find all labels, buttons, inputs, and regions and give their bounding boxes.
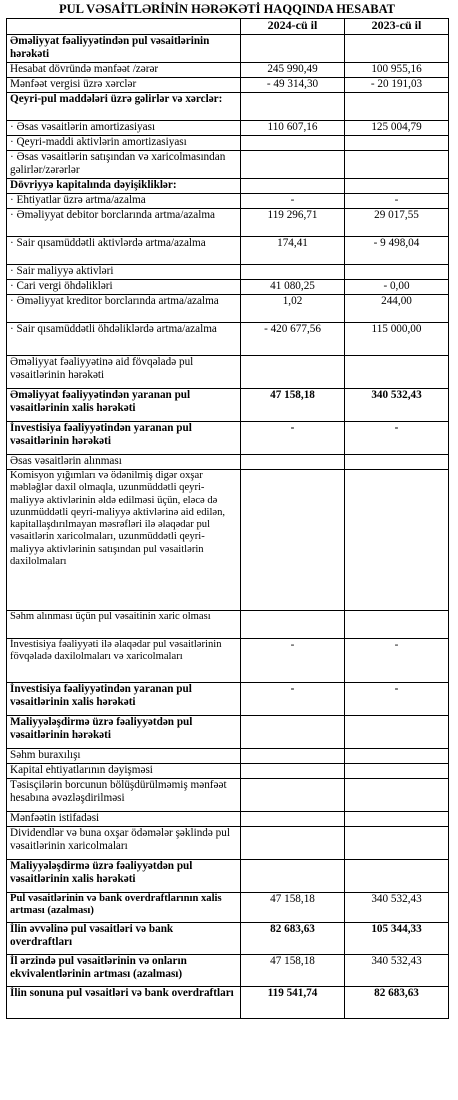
table-row xyxy=(7,955,449,987)
table-row xyxy=(7,93,449,121)
value-2024 xyxy=(241,779,345,812)
value-2024: - 420 677,56 xyxy=(241,323,345,356)
table-row xyxy=(7,265,449,280)
report-title: PUL VƏSAİTLƏRİNİN HƏRƏKƏTİ HAQQINDA HESABAT xyxy=(58,2,396,16)
value-2024 xyxy=(241,470,345,611)
value-2023 xyxy=(345,35,449,63)
value-2024: 47 158,18 xyxy=(241,893,345,923)
table-row xyxy=(7,121,449,136)
table-row xyxy=(7,295,449,323)
value-2023: 82 683,63 xyxy=(345,987,449,1019)
value-2023 xyxy=(345,749,449,764)
row-label: İnvestisiya fəaliyyətindən yaranan pul vəsaitlərinin xalis hərəkəti xyxy=(7,683,241,716)
table-row xyxy=(7,611,449,639)
row-label: İlin sonuna pul vəsaitləri və bank overdraftları xyxy=(7,987,241,1019)
value-2023 xyxy=(345,455,449,470)
row-label: Komisyon yığımları və ödənilmiş digər oxşar məbləğlər daxil olmaqla, uzunmüddətli qeyri-maliyyə aktivlərinin əldə edilməsi üçün, eləcə də uzunmüddətli qeyri-maliyyə aktivlərinə aid edilən, kapitallaşdırılmayan məsrəfləri ilə əlaqədar pul vəsaitlərin xaricolmaları, uzunmüddətli qeyri-maliyyə aktivlərinin satışından pul vəsaitlərin daxilolmaları xyxy=(7,470,241,611)
row-label: · Qeyri-maddi aktivlərin amortizasiyası xyxy=(7,136,241,151)
table-row xyxy=(7,779,449,812)
value-2023: 340 532,43 xyxy=(345,955,449,987)
value-2023: - xyxy=(345,639,449,683)
row-label: Əsas vəsaitlərin alınması xyxy=(7,455,241,470)
header-2024: 2024-cü il xyxy=(241,19,345,35)
row-label: · Sair qısamüddətli öhdəliklərdə artma/azalma xyxy=(7,323,241,356)
row-label: Səhm buraxılışı xyxy=(7,749,241,764)
table-row xyxy=(7,987,449,1019)
table-row xyxy=(7,179,449,194)
table-row xyxy=(7,280,449,295)
value-2023: - 9 498,04 xyxy=(345,237,449,265)
row-label: Maliyyələşdirmə üzrə fəaliyyətdən pul vəsaitlərinin hərəkəti xyxy=(7,716,241,749)
table-row xyxy=(7,683,449,716)
table-row xyxy=(7,812,449,827)
row-label: Əməliyyat fəaliyyətinə aid fövqəladə pul vəsaitlərinin hərəkəti xyxy=(7,356,241,389)
row-label: · Sair qısamüddətli aktivlərdə artma/azalma xyxy=(7,237,241,265)
table-row xyxy=(7,136,449,151)
table-row xyxy=(7,63,449,78)
table-row xyxy=(7,237,449,265)
table-row xyxy=(7,422,449,455)
table-row xyxy=(7,764,449,779)
row-label: Mənfəətin istifadəsi xyxy=(7,812,241,827)
value-2023: 115 000,00 xyxy=(345,323,449,356)
value-2024 xyxy=(241,356,345,389)
value-2023 xyxy=(345,764,449,779)
value-2024 xyxy=(241,136,345,151)
value-2023 xyxy=(345,812,449,827)
value-2023: 340 532,43 xyxy=(345,389,449,422)
row-label: · Ehtiyatlar üzrə artma/azalma xyxy=(7,194,241,209)
row-label: Əməliyyat fəaliyyətindən pul vəsaitlərinin hərəkəti xyxy=(7,35,241,63)
value-2024 xyxy=(241,860,345,893)
value-2023 xyxy=(345,265,449,280)
value-2023: 105 344,33 xyxy=(345,923,449,955)
table-row xyxy=(7,893,449,923)
value-2023 xyxy=(345,827,449,860)
value-2024 xyxy=(241,749,345,764)
value-2024: - 49 314,30 xyxy=(241,78,345,93)
table-row xyxy=(7,923,449,955)
table-body xyxy=(7,35,449,1019)
value-2024: - xyxy=(241,422,345,455)
value-2024 xyxy=(241,764,345,779)
value-2023 xyxy=(345,151,449,179)
value-2024: 110 607,16 xyxy=(241,121,345,136)
value-2024: - xyxy=(241,639,345,683)
value-2024 xyxy=(241,716,345,749)
value-2024 xyxy=(241,179,345,194)
row-label: · Əsas vəsaitlərin satışından və xaricolmasından gəlirlər/zərərlər xyxy=(7,151,241,179)
cash-flow-table xyxy=(6,18,449,1019)
row-label: · Əsas vəsaitlərin amortizasiyası xyxy=(7,121,241,136)
value-2023: - 20 191,03 xyxy=(345,78,449,93)
row-label: · Əməliyyat kreditor borclarında artma/azalma xyxy=(7,295,241,323)
value-2024 xyxy=(241,35,345,63)
row-label: Qeyri-pul maddələri üzrə gəlirlər və xərclər: xyxy=(7,93,241,121)
row-label: Maliyyələşdirmə üzrə fəaliyyətdən pul vəsaitlərinin xalis hərəkəti xyxy=(7,860,241,893)
table-row xyxy=(7,639,449,683)
value-2023 xyxy=(345,716,449,749)
value-2023: 29 017,55 xyxy=(345,209,449,237)
table-row xyxy=(7,716,449,749)
value-2024 xyxy=(241,265,345,280)
row-label: Mənfəət vergisi üzrə xərclər xyxy=(7,78,241,93)
row-label: İnvestisiya fəaliyyətindən yaranan pul vəsaitlərinin hərəkəti xyxy=(7,422,241,455)
table-row xyxy=(7,827,449,860)
row-label: Təsisçilərin borcunun bölüşdürülməmiş mənfəət hesabına əvəzləşdirilməsi xyxy=(7,779,241,812)
value-2023 xyxy=(345,356,449,389)
row-label: İnvestisiya fəaliyyəti ilə əlaqədar pul vəsaitlərinin fövqəladə daxilolmaları və xaricolmaları xyxy=(7,639,241,683)
row-label: Səhm alınması üçün pul vəsaitinin xaric olması xyxy=(7,611,241,639)
value-2024: 245 990,49 xyxy=(241,63,345,78)
value-2024: 82 683,63 xyxy=(241,923,345,955)
value-2023 xyxy=(345,179,449,194)
header-label xyxy=(7,19,241,35)
value-2023 xyxy=(345,470,449,611)
row-label: · Əməliyyat debitor borclarında artma/azalma xyxy=(7,209,241,237)
table-row xyxy=(7,194,449,209)
value-2023 xyxy=(345,611,449,639)
row-label: İlin əvvəlinə pul vəsaitləri və bank overdraftları xyxy=(7,923,241,955)
row-label: Pul vəsaitlərinin və bank overdraftlarının xalis artması (azalması) xyxy=(7,893,241,923)
value-2024 xyxy=(241,611,345,639)
table-row xyxy=(7,35,449,63)
table-row xyxy=(7,209,449,237)
header-row xyxy=(7,19,449,35)
row-label: Dövriyyə kapitalında dəyişikliklər: xyxy=(7,179,241,194)
row-label: · Sair maliyyə aktivləri xyxy=(7,265,241,280)
table-row xyxy=(7,323,449,356)
value-2023: - xyxy=(345,683,449,716)
row-label: Kapital ehtiyatlarının dəyişməsi xyxy=(7,764,241,779)
value-2024: 1,02 xyxy=(241,295,345,323)
value-2023 xyxy=(345,136,449,151)
value-2024: 119 296,71 xyxy=(241,209,345,237)
table-row xyxy=(7,455,449,470)
table-row xyxy=(7,470,449,611)
header-2023: 2023-cü il xyxy=(345,19,449,35)
value-2024: 119 541,74 xyxy=(241,987,345,1019)
value-2024: - xyxy=(241,194,345,209)
value-2023: - 0,00 xyxy=(345,280,449,295)
value-2023 xyxy=(345,779,449,812)
value-2024: 47 158,18 xyxy=(241,389,345,422)
row-label: Dividendlər və buna oxşar ödəmələr şəklində pul vəsaitlərinin xaricolmaları xyxy=(7,827,241,860)
value-2023: - xyxy=(345,422,449,455)
table-row xyxy=(7,860,449,893)
table-row xyxy=(7,151,449,179)
value-2024 xyxy=(241,93,345,121)
value-2023: 244,00 xyxy=(345,295,449,323)
value-2024 xyxy=(241,151,345,179)
table-row xyxy=(7,389,449,422)
row-label: Hesabat dövründə mənfəət /zərər xyxy=(7,63,241,78)
value-2023: 340 532,43 xyxy=(345,893,449,923)
table-row xyxy=(7,749,449,764)
value-2024: 41 080,25 xyxy=(241,280,345,295)
value-2024 xyxy=(241,812,345,827)
value-2023: 100 955,16 xyxy=(345,63,449,78)
value-2023 xyxy=(345,93,449,121)
value-2023: - xyxy=(345,194,449,209)
value-2024 xyxy=(241,827,345,860)
row-label: · Cari vergi öhdəlikləri xyxy=(7,280,241,295)
value-2023 xyxy=(345,860,449,893)
row-label: Əməliyyat fəaliyyətindən yaranan pul vəsaitlərinin xalis hərəkəti xyxy=(7,389,241,422)
value-2024: - xyxy=(241,683,345,716)
value-2024 xyxy=(241,455,345,470)
table-row xyxy=(7,78,449,93)
table-row xyxy=(7,356,449,389)
value-2023: 125 004,79 xyxy=(345,121,449,136)
value-2024: 174,41 xyxy=(241,237,345,265)
value-2024: 47 158,18 xyxy=(241,955,345,987)
row-label: İl ərzində pul vəsaitlərinin və onların ekvivalentlərinin artması (azalması) xyxy=(7,955,241,987)
